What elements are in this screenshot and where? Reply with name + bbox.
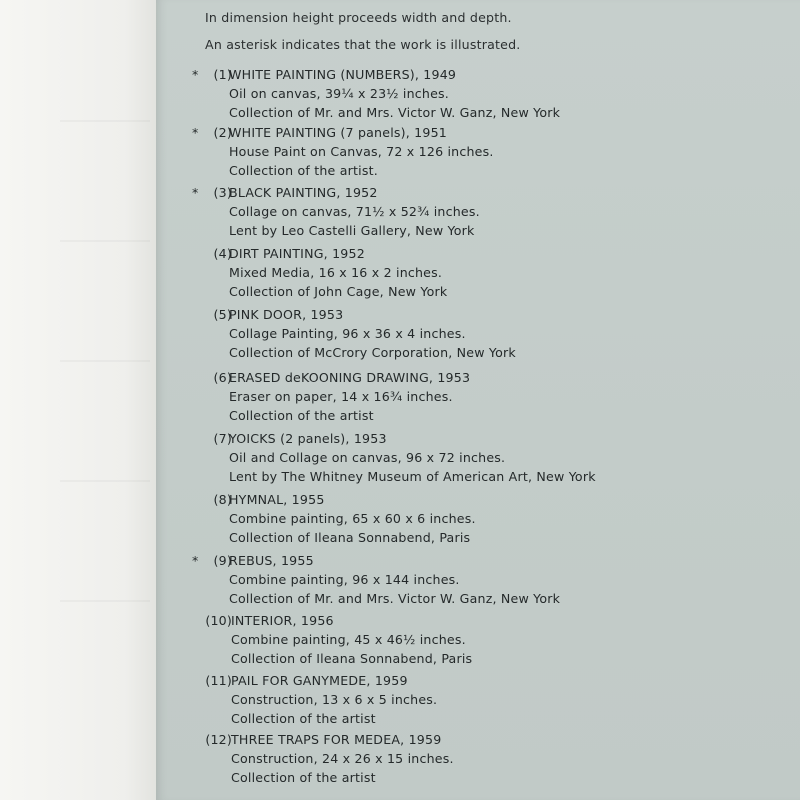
catalogue-entry-9	[0, 553, 800, 613]
entry-medium: Construction, 13 x 6 x 5 inches.	[231, 692, 438, 707]
entry-number: (8)	[213, 492, 232, 507]
illustrated-asterisk: *	[192, 67, 199, 82]
entry-medium: Construction, 24 x 26 x 15 inches.	[231, 751, 454, 766]
entry-collection: Collection of Mr. and Mrs. Victor W. Ganz, New York	[229, 105, 561, 120]
entry-number: (3)	[213, 185, 232, 200]
entry-collection: Collection of the artist	[231, 711, 376, 726]
catalogue-entry-1	[0, 67, 800, 127]
illustrated-asterisk: *	[192, 185, 199, 200]
entry-title: HYMNAL, 1955	[229, 492, 325, 507]
entry-medium: Combine painting, 96 x 144 inches.	[229, 572, 460, 587]
entry-collection: Lent by The Whitney Museum of American Art, New York	[229, 469, 596, 484]
entry-number: (10)	[205, 613, 232, 628]
catalogue-entry-7	[0, 431, 800, 491]
entry-title: WHITE PAINTING (7 panels), 1951	[229, 125, 448, 140]
entry-collection: Collection of Ileana Sonnabend, Paris	[229, 530, 471, 545]
entry-collection: Lent by Leo Castelli Gallery, New York	[229, 223, 475, 238]
catalogue-entry-6	[0, 370, 800, 430]
entry-number: (4)	[213, 246, 232, 261]
entry-collection: Collection of the artist	[229, 408, 374, 423]
catalogue-entry-10	[0, 613, 800, 673]
catalogue-entry-12	[0, 732, 800, 792]
entry-medium: Oil and Collage on canvas, 96 x 72 inches.	[229, 450, 506, 465]
entry-medium: Mixed Media, 16 x 16 x 2 inches.	[229, 265, 443, 280]
entry-title: PINK DOOR, 1953	[229, 307, 344, 322]
entry-medium: Oil on canvas, 39¼ x 23½ inches.	[229, 86, 449, 101]
dimension-note: In dimension height proceeds width and depth.	[205, 10, 512, 25]
entry-number: (7)	[213, 431, 232, 446]
entry-collection: Collection of the artist.	[229, 163, 378, 178]
illustrated-asterisk: *	[192, 553, 199, 568]
entry-collection: Collection of John Cage, New York	[229, 284, 448, 299]
entry-collection: Collection of McCrory Corporation, New York	[229, 345, 516, 360]
entry-medium: Collage Painting, 96 x 36 x 4 inches.	[229, 326, 466, 341]
entry-title: INTERIOR, 1956	[231, 613, 334, 628]
asterisk-note: An asterisk indicates that the work is illustrated.	[205, 37, 521, 52]
illustrated-asterisk: *	[192, 125, 199, 140]
catalogue-entry-2	[0, 125, 800, 185]
entry-number: (2)	[213, 125, 232, 140]
catalogue-entry-5	[0, 307, 800, 367]
entry-number: (5)	[213, 307, 232, 322]
entry-number: (6)	[213, 370, 232, 385]
entry-collection: Collection of Mr. and Mrs. Victor W. Ganz, New York	[229, 591, 561, 606]
entry-title: WHITE PAINTING (NUMBERS), 1949	[229, 67, 457, 82]
entry-number: (12)	[205, 732, 232, 747]
entry-number: (11)	[205, 673, 232, 688]
entry-medium: Eraser on paper, 14 x 16¾ inches.	[229, 389, 453, 404]
entry-title: ERASED deKOONING DRAWING, 1953	[229, 370, 471, 385]
entry-number: (1)	[213, 67, 232, 82]
entry-collection: Collection of Ileana Sonnabend, Paris	[231, 651, 473, 666]
entry-title: REBUS, 1955	[229, 553, 314, 568]
catalogue-entry-4	[0, 246, 800, 306]
entry-medium: Combine painting, 45 x 46½ inches.	[231, 632, 466, 647]
entry-medium: Combine painting, 65 x 60 x 6 inches.	[229, 511, 476, 526]
entry-title: YOICKS (2 panels), 1953	[229, 431, 387, 446]
entry-title: BLACK PAINTING, 1952	[229, 185, 378, 200]
entry-collection: Collection of the artist	[231, 770, 376, 785]
catalogue-entry-3	[0, 185, 800, 245]
catalogue-entry-8	[0, 492, 800, 552]
entry-title: THREE TRAPS FOR MEDEA, 1959	[231, 732, 442, 747]
catalogue-entry-11	[0, 673, 800, 733]
entry-title: PAIL FOR GANYMEDE, 1959	[231, 673, 408, 688]
entry-number: (9)	[213, 553, 232, 568]
entry-title: DIRT PAINTING, 1952	[229, 246, 365, 261]
entry-medium: Collage on canvas, 71½ x 52¾ inches.	[229, 204, 480, 219]
entry-medium: House Paint on Canvas, 72 x 126 inches.	[229, 144, 494, 159]
